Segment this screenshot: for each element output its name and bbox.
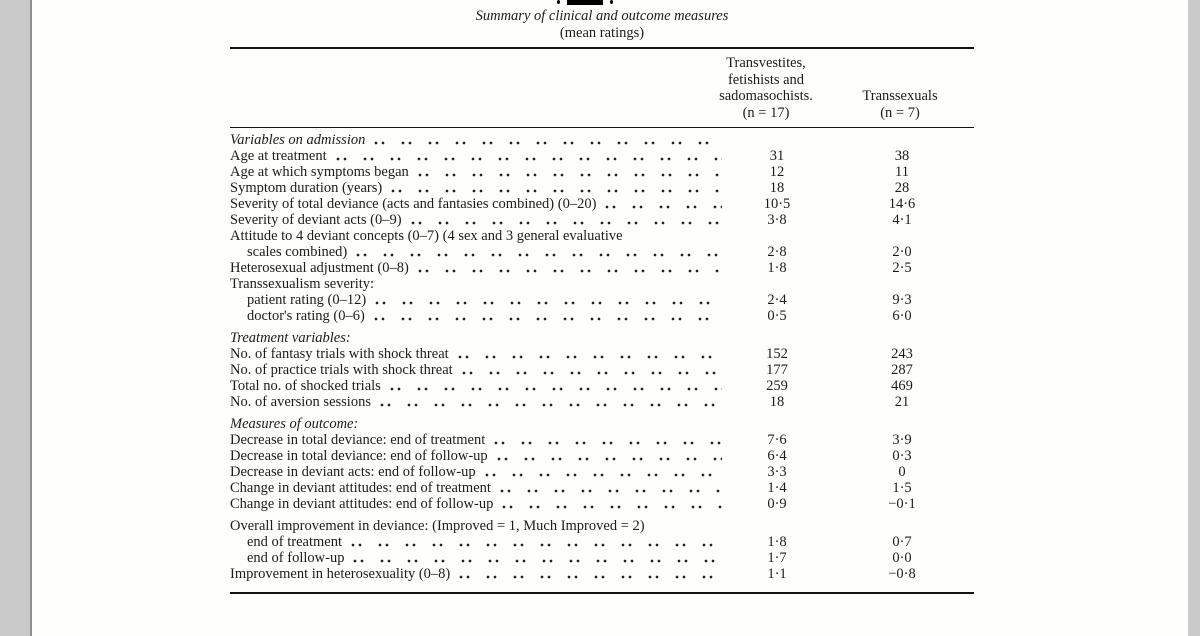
column-headers — [230, 49, 974, 127]
row-label: Attitude to 4 deviant concepts (0–7) (4 sex and 3 general evaluative — [230, 228, 623, 244]
value-transvestites-group: 6·4 — [767, 448, 787, 464]
value-transvestites-group: 177 — [766, 362, 788, 378]
dot-leader — [459, 566, 722, 582]
value-transvestites-group: 1·1 — [767, 566, 787, 582]
value-transvestites-group: 259 — [766, 378, 788, 394]
table-body — [230, 128, 974, 587]
row-label: No. of fantasy trials with shock threat — [230, 346, 449, 362]
table-row — [230, 432, 974, 448]
row-label: No. of aversion sessions — [230, 394, 371, 410]
table-section — [230, 416, 974, 512]
scanned-page — [30, 0, 1188, 636]
value-transvestites-group: 1·4 — [767, 480, 787, 496]
column-header-line: sadomasochists. — [719, 88, 813, 104]
dot-leader — [390, 378, 722, 394]
row-label: Total no. of shocked trials — [230, 378, 381, 394]
row-label: Heterosexual adjustment (0–8) — [230, 260, 409, 276]
value-transsexuals-group: 469 — [891, 378, 913, 394]
value-transvestites-group: 152 — [766, 346, 788, 362]
dot-leader — [418, 164, 722, 180]
table-row — [230, 448, 974, 464]
column-header-line: (n = 17) — [742, 104, 790, 121]
value-transsexuals-group: −0·1 — [888, 496, 916, 512]
value-transsexuals-group: 2·5 — [892, 260, 912, 276]
value-transvestites-group: 2·4 — [767, 292, 787, 308]
row-label: Decrease in total deviance: end of follow-up — [230, 448, 488, 464]
table-title: Summary of clinical and outcome measures — [475, 8, 729, 24]
value-transvestites-group: 18 — [769, 394, 785, 410]
dot-leader — [500, 480, 722, 496]
table-row — [230, 464, 974, 480]
value-transvestites-group: 0·9 — [767, 496, 787, 512]
table-row — [230, 346, 974, 362]
row-label: scales combined) — [247, 244, 348, 260]
value-transsexuals-group: 28 — [894, 180, 910, 196]
row-label: Variables on admission — [230, 132, 366, 148]
table-section — [230, 330, 974, 410]
value-transsexuals-group: 287 — [891, 362, 913, 378]
row-label: Age at treatment — [230, 148, 327, 164]
dot-leader — [374, 308, 722, 324]
row-label: No. of practice trials with shock threat — [230, 362, 453, 378]
column-header-line: Transvestites, — [726, 55, 806, 71]
row-label: Change in deviant attitudes: end of follow-up — [230, 496, 494, 512]
value-transsexuals-group: 38 — [894, 148, 910, 164]
row-label: Decrease in deviant acts: end of follow-up — [230, 464, 476, 480]
table-row — [230, 308, 974, 324]
dot-leader — [375, 292, 722, 308]
value-transsexuals-group: 0 — [898, 464, 906, 480]
table-row — [230, 228, 974, 244]
value-transvestites-group: 1·8 — [767, 260, 787, 276]
value-transsexuals-group: 2·0 — [892, 244, 912, 260]
table-row — [230, 518, 974, 534]
row-label: end of follow-up — [247, 550, 345, 566]
dot-leader — [336, 148, 722, 164]
row-label: Symptom duration (years) — [230, 180, 383, 196]
value-transvestites-group: 31 — [769, 148, 785, 164]
column-header-line: Transsexuals — [862, 88, 938, 104]
column-header-transvestites — [691, 55, 841, 121]
value-transsexuals-group: 1·5 — [892, 480, 912, 496]
table-row — [230, 534, 974, 550]
value-transsexuals-group: −0·8 — [888, 566, 916, 582]
table-row — [230, 212, 974, 228]
table-row — [230, 132, 974, 148]
dot-leader — [418, 260, 722, 276]
bottom-rule — [230, 592, 974, 594]
column-header-line: (n = 7) — [880, 104, 920, 121]
table-row — [230, 292, 974, 308]
table-section — [230, 518, 974, 582]
table-row — [230, 394, 974, 410]
value-transvestites-group: 2·8 — [767, 244, 787, 260]
row-label: doctor's rating (0–6) — [247, 308, 365, 324]
row-label: Severity of deviant acts (0–9) — [230, 212, 402, 228]
table-section — [230, 132, 974, 324]
value-transsexuals-group: 3·9 — [892, 432, 912, 448]
dot-leader — [353, 550, 722, 566]
row-label: Severity of total deviance (acts and fantasies combined) (0–20) — [230, 196, 597, 212]
dot-leader — [391, 180, 722, 196]
row-label: patient rating (0–12) — [247, 292, 367, 308]
dot-leader — [351, 534, 722, 550]
value-transsexuals-group: 0·3 — [892, 448, 912, 464]
dot-leader — [605, 196, 722, 212]
dot-leader — [374, 132, 722, 148]
value-transvestites-group: 3·3 — [767, 464, 787, 480]
value-transvestites-group: 7·6 — [767, 432, 787, 448]
table-row — [230, 378, 974, 394]
dot-leader — [462, 362, 722, 378]
row-label: Overall improvement in deviance: (Improved = 1, Much Improved = 2) — [230, 518, 645, 534]
table-row — [230, 244, 974, 260]
value-transsexuals-group: 11 — [895, 164, 909, 180]
table-row — [230, 260, 974, 276]
row-label: Decrease in total deviance: end of treatment — [230, 432, 486, 448]
value-transvestites-group: 10·5 — [763, 196, 791, 212]
value-transsexuals-group: 0·7 — [892, 534, 912, 550]
table-row — [230, 330, 974, 346]
dot-leader — [497, 448, 722, 464]
dot-leader — [458, 346, 722, 362]
row-label: Improvement in heterosexuality (0–8) — [230, 566, 451, 582]
column-header-transsexuals — [841, 88, 959, 121]
value-transsexuals-group: 0·0 — [892, 550, 912, 566]
table-row — [230, 550, 974, 566]
value-transvestites-group: 1·8 — [767, 534, 787, 550]
row-label: Treatment variables: — [230, 330, 351, 346]
table-row — [230, 180, 974, 196]
value-transvestites-group: 3·8 — [767, 212, 787, 228]
table-row — [230, 276, 974, 292]
row-label: Measures of outcome: — [230, 416, 359, 432]
table-subtitle: (mean ratings) — [559, 25, 645, 41]
dot-leader — [502, 496, 722, 512]
column-header-line: fetishists and — [727, 71, 805, 88]
value-transvestites-group: 18 — [769, 180, 785, 196]
value-transsexuals-group: 21 — [894, 394, 910, 410]
value-transsexuals-group: 243 — [891, 346, 913, 362]
dot-leader — [380, 394, 722, 410]
table-row — [230, 496, 974, 512]
value-transvestites-group: 1·7 — [767, 550, 787, 566]
value-transvestites-group: 0·5 — [767, 308, 787, 324]
dot-leader — [485, 464, 722, 480]
value-transsexuals-group: 9·3 — [892, 292, 912, 308]
table-row — [230, 196, 974, 212]
value-transsexuals-group: 6·0 — [892, 308, 912, 324]
value-transvestites-group: 12 — [769, 164, 785, 180]
summary-table — [230, 0, 974, 594]
dot-leader — [411, 212, 722, 228]
value-transsexuals-group: 14·6 — [888, 196, 916, 212]
row-label: end of treatment — [247, 534, 343, 550]
table-row — [230, 416, 974, 432]
row-label: Age at which symptoms began — [230, 164, 409, 180]
value-transsexuals-group: 4·1 — [892, 212, 912, 228]
table-row — [230, 566, 974, 582]
row-label: Transsexualism severity: — [230, 276, 375, 292]
table-row — [230, 148, 974, 164]
dot-leader — [494, 432, 722, 448]
table-row — [230, 362, 974, 378]
table-row — [230, 164, 974, 180]
dot-leader — [356, 244, 722, 260]
row-label: Change in deviant attitudes: end of treatment — [230, 480, 491, 496]
table-row — [230, 480, 974, 496]
